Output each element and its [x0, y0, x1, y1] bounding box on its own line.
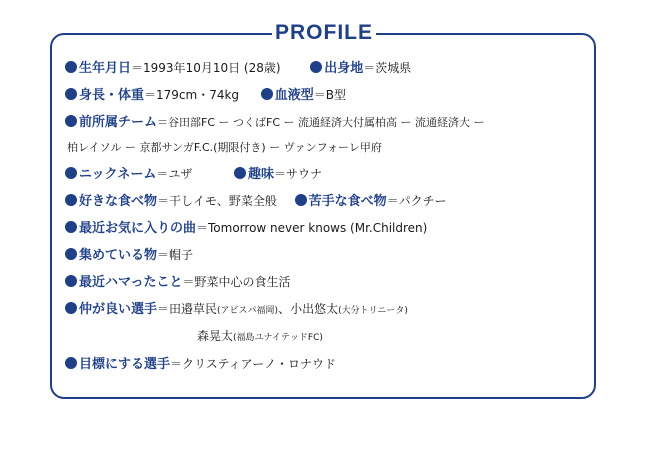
row-nickname-hobby	[65, 166, 322, 183]
row-close-players	[65, 301, 408, 319]
value-favorite-song: ＝Tomorrow never knows (Mr.Children)	[196, 221, 428, 235]
label-nickname: ニックネーム	[79, 167, 157, 182]
bullet-icon	[295, 194, 307, 206]
value-previous-clubs: ＝谷田部FC ー つくばFC ー 流通経済大付属柏高 ー 流通経済大 ー	[157, 116, 485, 129]
value-close-player-1: ＝田邉草民	[157, 302, 218, 316]
value-disliked-food: ＝パクチー	[386, 194, 447, 208]
label-close-players: 仲が良い選手	[79, 302, 158, 317]
bullet-icon	[310, 61, 322, 73]
label-birthplace: 出身地	[324, 61, 364, 76]
label-hobby: 趣味	[248, 167, 275, 182]
value-height-weight: ＝179cm・74kg	[144, 88, 240, 102]
label-birthday: 生年月日	[79, 61, 132, 76]
label-recent-hobby: 最近ハマったこと	[79, 275, 183, 290]
value-nickname: ＝ユザ	[156, 167, 193, 181]
label-height-weight: 身長・体重	[79, 88, 145, 103]
bullet-icon	[261, 88, 273, 100]
bullet-icon	[65, 194, 77, 206]
value-hobby: ＝サウナ	[274, 167, 323, 181]
club-close-player-3: (福島ユナイテッドFC)	[233, 333, 323, 343]
value-birthday: ＝1993年10月10日 (28歳)	[131, 61, 281, 75]
bullet-icon	[65, 221, 77, 233]
bullet-icon	[65, 61, 77, 73]
label-previous-clubs: 前所属チーム	[79, 115, 158, 130]
value-blood-type: ＝B型	[313, 88, 346, 102]
row-height-blood	[65, 87, 346, 104]
label-favorite-food: 好きな食べ物	[79, 194, 158, 209]
bullet-icon	[65, 275, 77, 287]
row-birthday-birthplace	[65, 60, 411, 77]
bullet-icon	[65, 248, 77, 260]
bullet-icon	[65, 357, 77, 369]
club-close-player-2: (大分トリニータ)	[338, 306, 408, 316]
value-close-player-3: 森晃太	[197, 329, 234, 343]
bullet-icon	[65, 115, 77, 127]
label-disliked-food: 苦手な食べ物	[308, 194, 387, 209]
row-favorite-song	[65, 220, 427, 237]
row-role-model	[65, 356, 336, 373]
row-foods	[65, 193, 447, 210]
label-collecting: 集めている物	[79, 248, 158, 263]
bullet-icon	[234, 167, 246, 179]
row-collecting	[65, 247, 193, 264]
value-close-player-2: 、小出悠太	[278, 302, 339, 316]
value-recent-hobby: ＝野菜中心の食生活	[182, 275, 291, 289]
bullet-icon	[65, 167, 77, 179]
close-players-cont	[197, 328, 323, 346]
value-favorite-food: ＝干しイモ、野菜全般	[157, 194, 277, 208]
bullet-icon	[65, 302, 77, 314]
row-recent-hobby	[65, 274, 291, 291]
value-previous-clubs-cont: 柏レイソル ー 京都サンガF.C.(期限付き) ー ヴァンフォーレ甲府	[67, 141, 382, 154]
value-birthplace: ＝茨城県	[363, 61, 412, 75]
label-role-model: 目標にする選手	[79, 357, 171, 372]
profile-title: PROFILE	[272, 19, 376, 47]
row-previous-clubs	[65, 114, 485, 131]
club-close-player-1: (アビスパ福岡)	[217, 306, 279, 316]
value-role-model: ＝クリスティアーノ・ロナウド	[170, 357, 336, 371]
label-favorite-song: 最近お気に入りの曲	[79, 221, 197, 236]
bullet-icon	[65, 88, 77, 100]
value-collecting: ＝帽子	[157, 248, 194, 262]
label-blood-type: 血液型	[274, 88, 314, 103]
